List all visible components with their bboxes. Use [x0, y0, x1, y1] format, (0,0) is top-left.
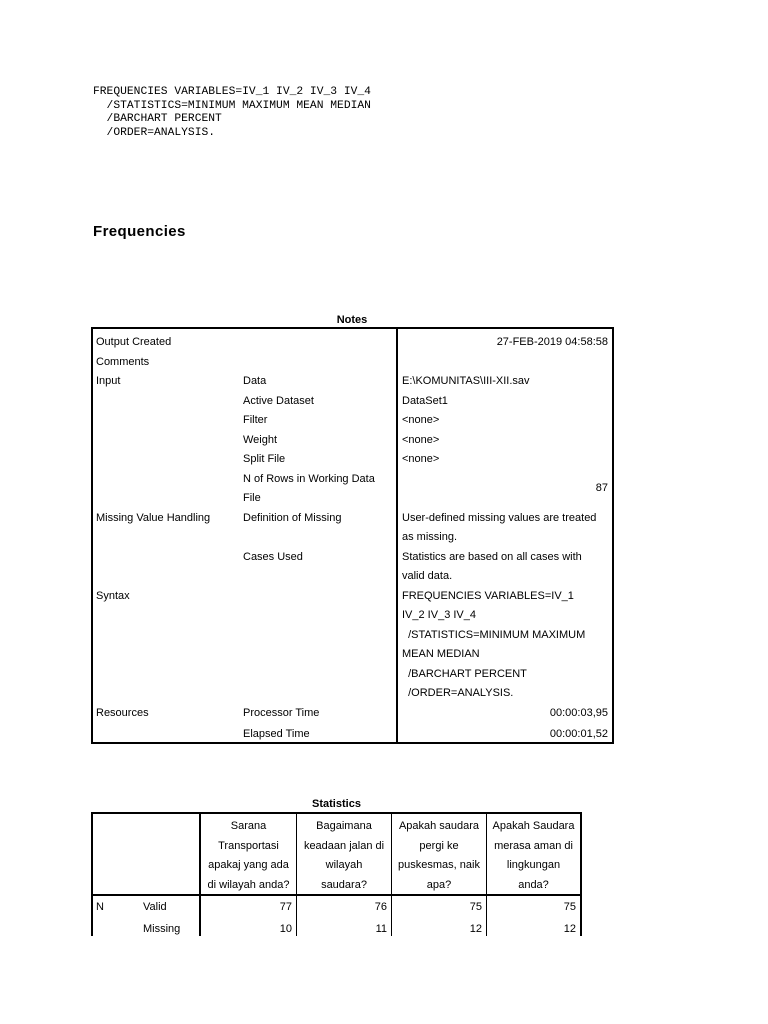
split-file-value: <none>	[402, 453, 440, 465]
n-rows-label: N of Rows in Working Data	[243, 472, 375, 485]
stat-col3-header-line: puskesmas, naik	[398, 859, 480, 871]
stat-col3-header-line: apa?	[426, 878, 452, 891]
valid-value: 75	[469, 901, 482, 913]
stat-col4-header-line: merasa aman di	[494, 839, 573, 852]
data-value: E:\KOMUNITAS\III-XII.sav	[402, 375, 530, 387]
stats-border-left	[91, 812, 93, 936]
missing-label: Missing	[143, 923, 181, 935]
n-rows-value: 87	[595, 482, 608, 494]
cases-used-label: Cases Used	[243, 550, 303, 563]
stats-border-top	[91, 812, 582, 814]
definition-of-missing-label: Definition of Missing	[243, 511, 342, 524]
n-rows-label-cont: File	[243, 492, 261, 504]
syntax-value-line: IV_2 IV_3 IV_4	[402, 609, 476, 621]
stat-col4-header-line: Apakah Saudara	[492, 820, 575, 832]
syntax-value-line: /STATISTICS=MINIMUM MAXIMUM	[402, 628, 586, 641]
elapsed-time-label: Elapsed Time	[243, 728, 310, 740]
syntax-value-line: FREQUENCIES VARIABLES=IV_1	[402, 589, 574, 602]
processor-time-label: Processor Time	[243, 706, 320, 719]
data-label: Data	[243, 375, 267, 387]
valid-value: 76	[374, 901, 387, 913]
cases-used-value-cont: valid data.	[402, 570, 453, 582]
active-dataset-label: Active Dataset	[243, 394, 314, 407]
elapsed-time-value: 00:00:01,52	[549, 728, 608, 740]
stat-col2-header-line: keadaan jalan di	[303, 839, 385, 852]
definition-of-missing-value-cont: as missing.	[402, 531, 458, 543]
stat-col4-header-line: anda?	[518, 878, 549, 891]
syntax-value-line: /ORDER=ANALYSIS.	[402, 687, 514, 699]
weight-value: <none>	[402, 433, 440, 446]
stats-border-right	[580, 812, 582, 936]
syntax-label: Syntax	[96, 589, 130, 602]
syntax-line: FREQUENCIES VARIABLES=IV_1 IV_2 IV_3 IV_4	[93, 86, 371, 98]
stat-col1-header-line: Transportasi	[218, 839, 279, 852]
notes-border-left	[91, 327, 93, 744]
syntax-value-line: /BARCHART PERCENT	[402, 667, 527, 680]
stat-col1-header-line: apakaj yang ada	[208, 859, 289, 871]
missing-value: 12	[469, 923, 482, 935]
weight-label: Weight	[243, 433, 278, 446]
notes-divider	[396, 327, 398, 744]
filter-label: Filter	[243, 414, 268, 426]
syntax-line: /BARCHART PERCENT	[93, 113, 222, 126]
missing-value: 12	[563, 923, 576, 935]
section-title: Frequencies	[93, 223, 186, 240]
n-label: N	[96, 901, 104, 913]
valid-label: Valid	[143, 901, 167, 913]
stat-col2-header-line: wilayah	[325, 859, 363, 871]
processor-time-value: 00:00:03,95	[549, 706, 608, 719]
missing-value: 10	[279, 923, 292, 935]
split-file-label: Split File	[243, 453, 286, 465]
notes-border-top	[91, 327, 614, 329]
input-label: Input	[96, 375, 121, 387]
missing-value: 11	[375, 923, 387, 935]
output-created-value: 27-FEB-2019 04:58:58	[496, 336, 608, 348]
stat-col3-header-line: Apakah saudara	[398, 820, 480, 832]
stat-col4-header-line: lingkungan	[506, 859, 561, 871]
valid-value: 77	[279, 901, 292, 913]
statistics-table	[91, 812, 582, 936]
notes-border-right	[612, 327, 614, 744]
syntax-line: /STATISTICS=MINIMUM MAXIMUM MEAN MEDIAN	[93, 99, 371, 112]
syntax-block	[93, 86, 371, 141]
cases-used-value: Statistics are based on all cases with	[402, 550, 582, 563]
notes-table	[91, 327, 614, 744]
syntax-line: /ORDER=ANALYSIS.	[93, 127, 216, 140]
missing-value-handling-label: Missing Value Handling	[96, 511, 211, 524]
filter-value: <none>	[402, 414, 440, 426]
notes-caption: Notes	[336, 314, 368, 326]
active-dataset-value: DataSet1	[402, 394, 448, 407]
stat-col2-header-line: Bagaimana	[316, 820, 372, 832]
stat-col3-header-line: pergi ke	[419, 839, 459, 852]
syntax-value-line: MEAN MEDIAN	[402, 648, 480, 660]
stat-col1-header-line: Sarana	[230, 820, 267, 832]
definition-of-missing-value: User-defined missing values are treated	[402, 511, 597, 524]
statistics-caption: Statistics	[312, 798, 361, 810]
stat-col2-header-line: saudara?	[321, 878, 367, 891]
resources-label: Resources	[96, 706, 149, 719]
valid-value: 75	[563, 901, 576, 913]
stat-col1-header-line: di wilayah anda?	[207, 878, 290, 891]
comments-label: Comments	[96, 355, 150, 368]
output-created-label: Output Created	[96, 336, 172, 348]
